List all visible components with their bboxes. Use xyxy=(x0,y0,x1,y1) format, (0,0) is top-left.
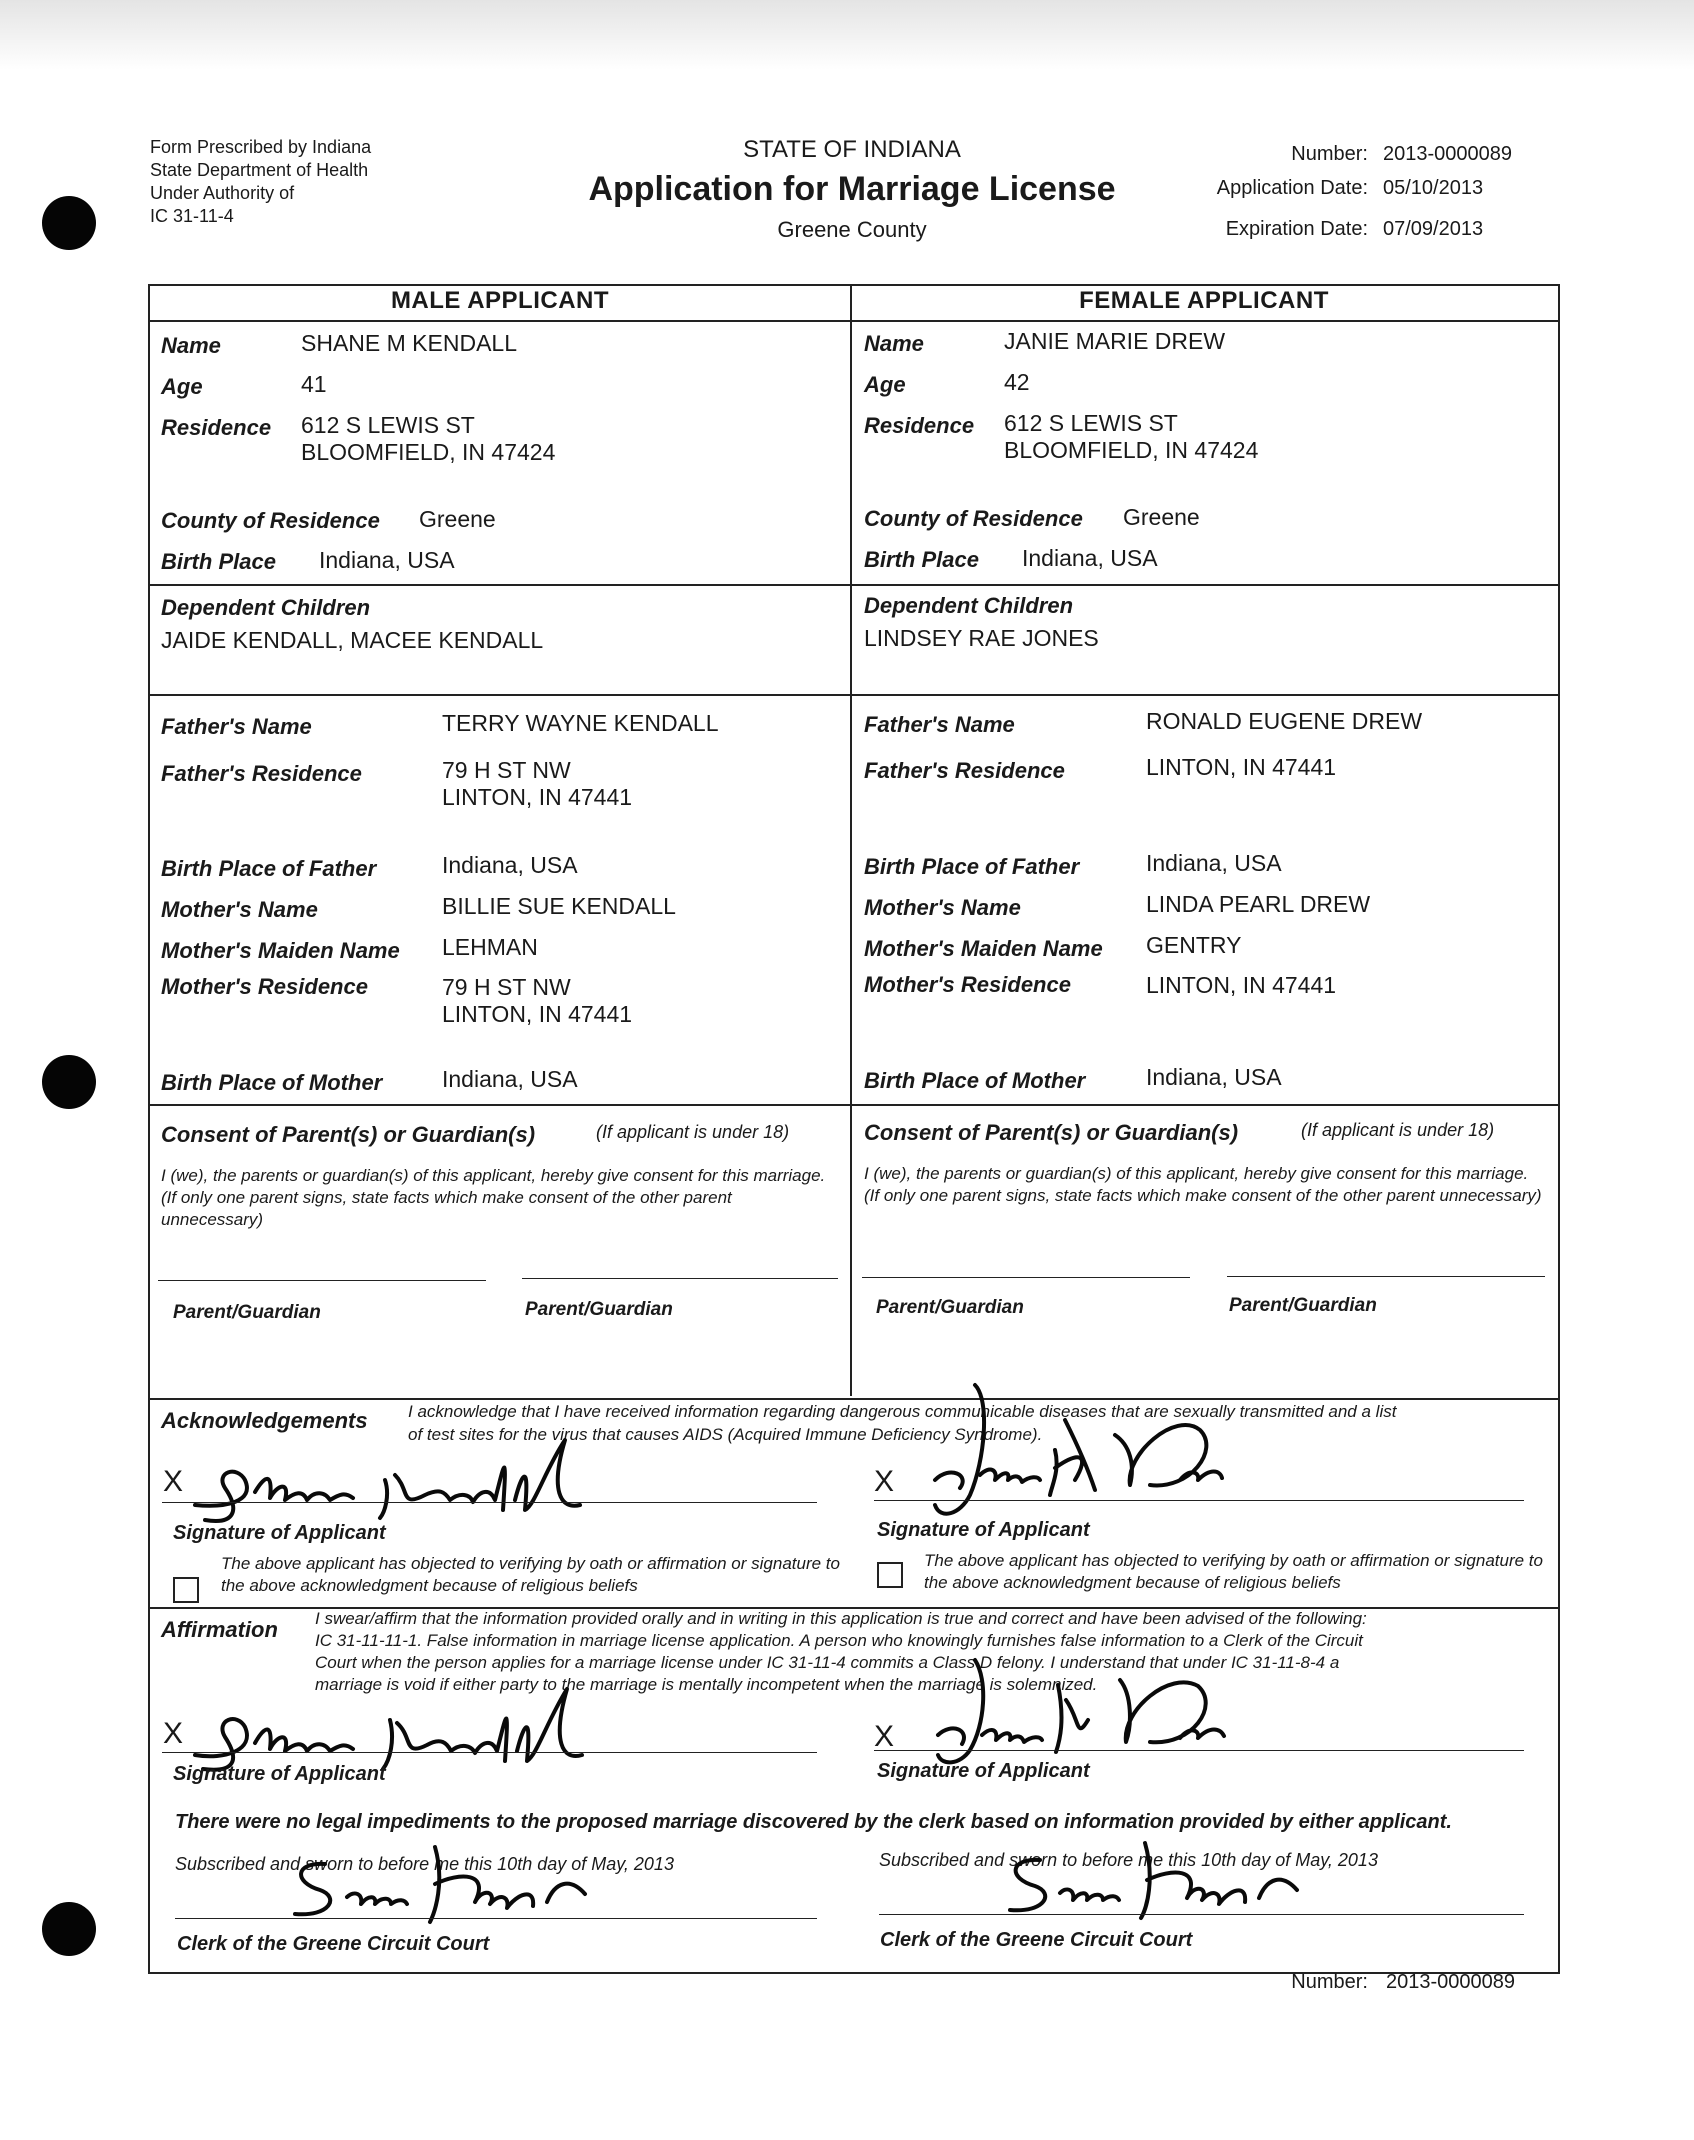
female-ack-signature-label: Signature of Applicant xyxy=(877,1519,1090,1541)
scan-shading xyxy=(0,0,1694,70)
female-ack-x: X xyxy=(874,1465,895,1498)
female-clerk-label: Clerk of the Greene Circuit Court xyxy=(880,1929,1193,1951)
male-father-birth-place: Indiana, USA xyxy=(442,852,578,878)
number-label: Number: xyxy=(1291,143,1368,165)
male-residence-line-2: BLOOMFIELD, IN 47424 xyxy=(301,439,556,465)
state-name: STATE OF INDIANA xyxy=(743,136,961,163)
male-ack-signature-label: Signature of Applicant xyxy=(173,1522,386,1544)
prescribed-line: Form Prescribed by Indiana xyxy=(150,137,372,157)
male-father-residence-line-2: LINTON, IN 47441 xyxy=(442,784,633,810)
rule-under-parents xyxy=(148,1104,1558,1106)
male-clerk-signature-line xyxy=(175,1918,817,1919)
male-consent-text: I (we), the parents or guardian(s) of this applicant, hereby give consent for this marriage. (If only one parent signs, state facts which make consent of the other parent unnecessary) xyxy=(161,1166,826,1229)
affirmation-line: IC 31-11-11-1. False information in marriage license application. A person who knowingly furnishes false information to a Clerk of the Circuit xyxy=(315,1631,1363,1650)
male-mother-residence-label: Mother's Residence xyxy=(161,974,368,999)
affirmation-line: Court when the person applies for a marriage license under IC 31-11-4 commits a Class D felony. I understand that under IC 31-11-8-4 a xyxy=(315,1653,1340,1672)
female-father-name: RONALD EUGENE DREW xyxy=(1146,708,1423,734)
female-birth-place: Indiana, USA xyxy=(1022,545,1158,571)
male-parent-guardian-label-1: Parent/Guardian xyxy=(173,1302,321,1323)
punch-hole-bottom xyxy=(42,1902,96,1956)
male-father-residence-label: Father's Residence xyxy=(161,761,362,786)
female-consent-title: Consent of Parent(s) or Guardian(s) xyxy=(864,1120,1239,1145)
female-affirm-signature-label: Signature of Applicant xyxy=(877,1760,1090,1782)
male-father-name-label: Father's Name xyxy=(161,714,312,739)
acknowledgements-text-2: of test sites for the virus that causes AIDS (Acquired Immune Deficiency Syndrome). xyxy=(408,1425,1043,1444)
male-name-label: Name xyxy=(161,333,221,358)
female-father-residence-label: Father's Residence xyxy=(864,758,1065,783)
male-mother-birth-place: Indiana, USA xyxy=(442,1066,578,1092)
prescribed-line: State Department of Health xyxy=(150,160,369,180)
affirmation-line: marriage is void if either party to the marriage is mentally incompetent when the marriage is solemnized. xyxy=(315,1675,1098,1694)
female-age-label: Age xyxy=(864,372,906,397)
male-mother-maiden-label: Mother's Maiden Name xyxy=(161,938,400,963)
male-acknowledgement-signature xyxy=(185,1420,615,1530)
application-date-label: Application Date: xyxy=(1216,177,1368,199)
male-father-residence-line-1: 79 H ST NW xyxy=(442,757,571,783)
male-mother-name: BILLIE SUE KENDALL xyxy=(442,893,676,919)
female-mother-residence-label: Mother's Residence xyxy=(864,972,1071,997)
male-affirm-signature-line xyxy=(162,1752,817,1753)
affirmation-line: I swear/affirm that the information provided orally and in writing in this application is true and correct and have been advised of the following: xyxy=(315,1609,1367,1628)
male-mother-birth-place-label: Birth Place of Mother xyxy=(161,1070,383,1095)
male-mother-name-label: Mother's Name xyxy=(161,897,318,922)
county-name: Greene County xyxy=(777,217,927,242)
rule-under-headings xyxy=(148,320,1558,322)
female-residence-line-2: BLOOMFIELD, IN 47424 xyxy=(1004,437,1259,463)
female-mother-residence: LINTON, IN 47441 xyxy=(1146,972,1337,998)
footer-number-label: Number: xyxy=(1291,1971,1368,1993)
female-residence-line-1: 612 S LEWIS ST xyxy=(1004,410,1178,436)
female-parent-signature-line-2 xyxy=(1227,1276,1545,1277)
female-residence-label: Residence xyxy=(864,413,975,438)
male-parent-signature-line-1 xyxy=(158,1280,486,1281)
expiration-date-value: 07/09/2013 xyxy=(1383,218,1484,240)
male-birth-place: Indiana, USA xyxy=(319,547,455,573)
female-mother-name: LINDA PEARL DREW xyxy=(1146,891,1371,917)
male-residence-line-1: 612 S LEWIS ST xyxy=(301,412,475,438)
male-affirm-x: X xyxy=(163,1717,184,1750)
male-county: Greene xyxy=(419,506,496,532)
female-affirm-x: X xyxy=(874,1720,895,1753)
female-objection-text: The above applicant has objected to verifying by oath or affirmation or signature to the above acknowledgment because of religious beliefs xyxy=(924,1551,1543,1592)
female-father-name-label: Father's Name xyxy=(864,712,1015,737)
male-age-label: Age xyxy=(161,374,203,399)
application-date-value: 05/10/2013 xyxy=(1383,177,1484,199)
female-children: LINDSEY RAE JONES xyxy=(864,625,1099,651)
female-mother-birth-place: Indiana, USA xyxy=(1146,1064,1282,1090)
male-residence-label: Residence xyxy=(161,415,272,440)
female-subscribed-text: Subscribed and sworn to before me this 10th day of May, 2013 xyxy=(879,1850,1378,1870)
female-mother-birth-place-label: Birth Place of Mother xyxy=(864,1068,1086,1093)
female-consent-text: I (we), the parents or guardian(s) of this applicant, hereby give consent for this marriage. (If only one parent signs, state facts which make consent of the other parent unnecessary) xyxy=(864,1164,1542,1205)
male-clerk-label: Clerk of the Greene Circuit Court xyxy=(177,1933,490,1955)
female-name-label: Name xyxy=(864,331,924,356)
male-subscribed-text: Subscribed and sworn to before me this 10th day of May, 2013 xyxy=(175,1854,674,1874)
acknowledgements-text-1: I acknowledge that I have received information regarding dangerous communicable diseases that are sexually transmitted and a list xyxy=(408,1402,1397,1421)
male-consent-title: Consent of Parent(s) or Guardian(s) xyxy=(161,1122,536,1147)
male-mother-residence-line-2: LINTON, IN 47441 xyxy=(442,1001,633,1027)
female-mother-maiden: GENTRY xyxy=(1146,932,1242,958)
male-father-birth-place-label: Birth Place of Father xyxy=(161,856,377,881)
affirmation-title: Affirmation xyxy=(161,1617,278,1642)
prescribed-by xyxy=(150,136,371,228)
male-affirm-signature-label: Signature of Applicant xyxy=(173,1763,386,1785)
male-father-name: TERRY WAYNE KENDALL xyxy=(442,710,719,736)
male-name: SHANE M KENDALL xyxy=(301,330,518,356)
female-mother-name-label: Mother's Name xyxy=(864,895,1021,920)
female-clerk-signature-line xyxy=(879,1914,1524,1915)
female-affirm-signature-line xyxy=(874,1750,1524,1751)
female-county: Greene xyxy=(1123,504,1200,530)
female-name: JANIE MARIE DREW xyxy=(1004,328,1226,354)
female-consent-condition: (If applicant is under 18) xyxy=(1301,1120,1495,1140)
prescribed-line: Under Authority of xyxy=(150,183,295,203)
female-father-birth-place-label: Birth Place of Father xyxy=(864,854,1080,879)
male-ack-signature-line xyxy=(162,1502,817,1503)
footer-number-value: 2013-0000089 xyxy=(1386,1971,1516,1993)
male-objection-text: The above applicant has objected to verifying by oath or affirmation or signature to the above acknowledgment because of religious beliefs xyxy=(221,1554,840,1595)
female-birth-place-label: Birth Place xyxy=(864,547,979,572)
acknowledgements-title: Acknowledgements xyxy=(161,1408,368,1433)
male-consent-condition: (If applicant is under 18) xyxy=(596,1122,790,1142)
female-age: 42 xyxy=(1004,369,1030,395)
expiration-date-label: Expiration Date: xyxy=(1225,218,1368,240)
male-parent-guardian-label-2: Parent/Guardian xyxy=(525,1299,673,1320)
rule-under-consent xyxy=(148,1398,1558,1400)
male-children-label: Dependent Children xyxy=(161,595,371,620)
female-father-birth-place: Indiana, USA xyxy=(1146,850,1282,876)
male-mother-maiden: LEHMAN xyxy=(442,934,538,960)
female-father-residence: LINTON, IN 47441 xyxy=(1146,754,1337,780)
male-mother-residence-line-1: 79 H ST NW xyxy=(442,974,571,1000)
rule-under-birthplace xyxy=(148,584,1558,586)
prescribed-line: IC 31-11-4 xyxy=(150,206,234,226)
punch-hole-top xyxy=(42,196,96,250)
female-children-label: Dependent Children xyxy=(864,593,1074,618)
female-applicant-heading: FEMALE APPLICANT xyxy=(1079,287,1329,314)
female-mother-maiden-label: Mother's Maiden Name xyxy=(864,936,1103,961)
female-county-label: County of Residence xyxy=(864,506,1083,531)
male-ack-x: X xyxy=(163,1465,184,1498)
female-parent-signature-line-1 xyxy=(862,1277,1190,1278)
male-affirmation-signature xyxy=(185,1665,615,1775)
female-ack-signature-line xyxy=(874,1500,1524,1501)
male-applicant-heading: MALE APPLICANT xyxy=(390,287,610,314)
male-county-label: County of Residence xyxy=(161,508,380,533)
page-title: Application for Marriage License xyxy=(588,170,1116,208)
male-age: 41 xyxy=(301,371,327,397)
female-parent-guardian-label-1: Parent/Guardian xyxy=(876,1297,1024,1318)
female-parent-guardian-label-2: Parent/Guardian xyxy=(1229,1295,1377,1316)
female-objection-checkbox[interactable] xyxy=(877,1562,903,1588)
center-divider xyxy=(850,284,852,1396)
rule-under-children xyxy=(148,694,1558,696)
male-children: JAIDE KENDALL, MACEE KENDALL xyxy=(161,627,544,653)
male-parent-signature-line-2 xyxy=(522,1278,838,1279)
female-acknowledgement-signature xyxy=(880,1380,1280,1530)
punch-hole-middle xyxy=(42,1055,96,1109)
male-birth-place-label: Birth Place xyxy=(161,549,276,574)
impediments-statement: There were no legal impediments to the proposed marriage discovered by the clerk based on information provided by either applicant. xyxy=(175,1811,1452,1833)
male-objection-checkbox[interactable] xyxy=(173,1577,199,1603)
number-value: 2013-0000089 xyxy=(1383,143,1513,165)
